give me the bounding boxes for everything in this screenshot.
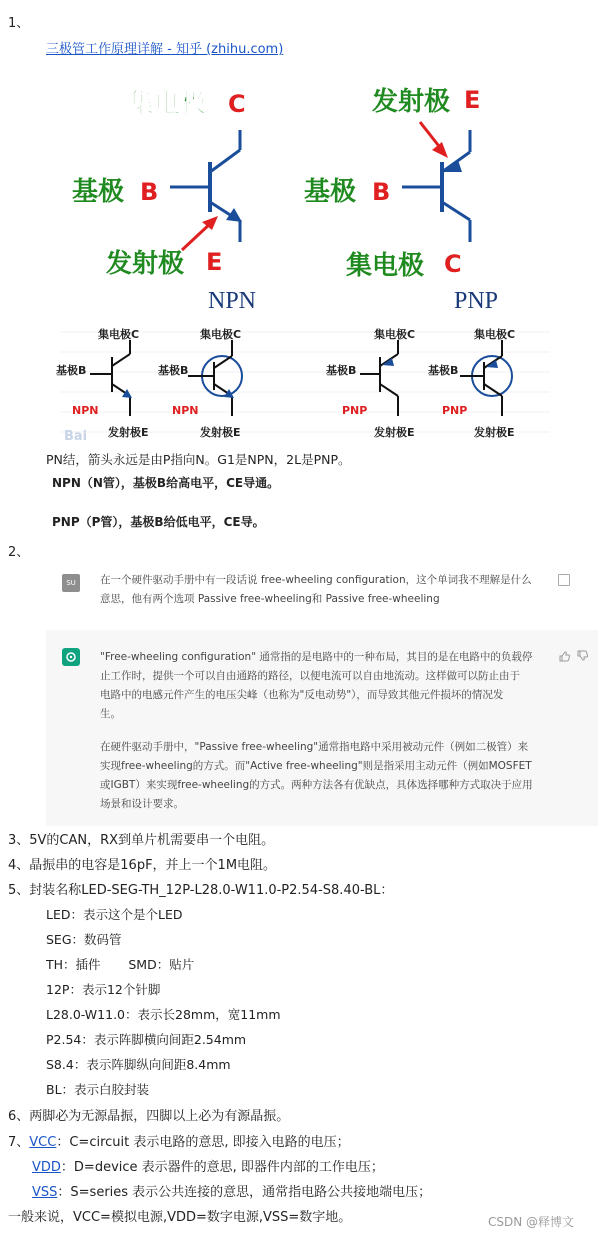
item-7-vss [32,1181,431,1200]
npn-collector-label: 集电极 [128,89,207,119]
answer-p2-line-4: 场景和设计要求。 [100,798,184,810]
sub-item-seg: SEG：数码管 [46,932,122,947]
item-3: 3、5V的CAN，RX到单片机需要串一个电阻。 [8,833,275,848]
npn-e-letter: E [206,248,223,276]
pnp-collector-label: 集电极 [346,251,425,281]
pnp-c-letter: C [444,250,462,278]
baidu-watermark: Bai [64,429,88,444]
small3-collector: 集电极C [374,328,416,341]
answer-p2-line-2: 实现free-wheeling的方式。而"Active free-wheeling"则是指采用主动元件（例如MOSFET [100,760,532,772]
vdd-text: ：D=device 表示器件的意思, 即器件内部的工作电压； [60,1160,384,1175]
small2-base: 基极B [158,364,189,377]
transistor-diagram [50,72,560,444]
pnp-caption: PNP [454,288,499,314]
sub-item-p: P2.54：表示阵脚横向间距2.54mm [46,1032,247,1047]
sub-item-s: S8.4：表示阵脚纵向间距8.4mm [46,1057,231,1072]
item-5: 5、封装名称LED-SEG-TH_12P-L28.0-W11.0-P2.54-S8.40-BL： [8,883,394,898]
assistant-answer [46,630,598,826]
npn-note: NPN（N管），基极B给高电平，CE导通。 [52,476,280,490]
chatgpt-logo-icon [62,648,80,666]
small2-emitter: 发射极E [200,426,241,439]
thumbs-up-icon[interactable] [558,650,570,662]
pnp-base-label: 基极 [304,177,357,207]
section-number-2: 2、 [8,545,30,560]
item-7-vdd [32,1156,384,1175]
sub-item-bl: BL：表示白胶封装 [46,1082,150,1097]
section-number-1: 1、 [8,16,30,31]
item-4: 4、晶振串的电容是16pF，并上一个1M电阻。 [8,858,277,873]
small3-base: 基极B [326,364,357,377]
vss-link[interactable]: VSS [32,1185,58,1200]
npn-b-letter: B [140,178,159,206]
pnp-e-letter: E [464,86,481,114]
answer-p1-line-3: 电路中的电感元件产生的电压尖峰（也称为"反电动势"），而导致其他元件损坏的情况发 [100,689,504,701]
pnp-note: PNP（P管），基极B给低电平，CE导。 [52,515,265,529]
user-question [62,574,582,612]
npn-emitter-label: 发射极 [106,249,185,279]
vss-text: ：S=series 表示公共连接的意思，通常指电路公共接地端电压； [57,1185,432,1200]
pnp-b-letter: B [372,178,391,206]
answer-p2-line-3: 或IGBT）来实现free-wheeling的方式。两种方法各有优缺点，具体选择哪种方式取决于应用 [100,779,533,791]
zhihu-article-link[interactable]: 三极管工作原理详解 - 知乎 (zhihu.com) [46,42,284,57]
small4-emitter: 发射极E [474,426,515,439]
small3-emitter: 发射极E [374,426,415,439]
small2-type: NPN [172,404,199,417]
user-avatar: SU [62,574,80,592]
small1-type: NPN [72,404,99,417]
question-line-1: 在一个硬件驱动手册中有一段话说 free-wheeling configuration，这个单词我不理解是什么 [100,574,532,586]
sub-item-led: LED：表示这个是个LED [46,907,183,922]
pn-junction-note: PN结，箭头永远是由P指向N。G1是NPN，2L是PNP。 [46,452,351,467]
vcc-link[interactable]: VCC [29,1135,57,1150]
item-6: 6、两脚必为无源晶振，四脚以上必为有源晶振。 [8,1109,290,1124]
small4-base: 基极B [428,364,459,377]
answer-p1-line-4: 生。 [100,708,121,720]
small3-type: PNP [342,404,368,417]
small1-base: 基极B [56,364,87,377]
sub-item-lw: L28.0-W11.0：表示长28mm，宽11mm [46,1007,281,1022]
summary-line: 一般来说，VCC=模拟电源,VDD=数字电源,VSS=数字地。 [8,1210,352,1225]
question-line-2: 意思，他有两个选项 Passive free-wheeling和 Passive free-wheeling [100,593,440,605]
npn-c-letter: C [228,90,246,118]
thumbs-down-icon[interactable] [576,650,588,662]
sub-item-12p: 12P：表示12个针脚 [46,982,161,997]
answer-p2-line-1: 在硬件驱动手册中，"Passive free-wheeling"通常指电路中采用被动元件（例如二极管）来 [100,741,529,753]
vcc-text: ：C=circuit 表示电路的意思, 即接入电路的电压； [56,1135,350,1150]
answer-p1-line-2: 止工作时，提供一个可以自由通路的路径，以便电流可以自由地流动。这样做可以防止由于 [100,670,520,682]
small2-collector: 集电极C [200,328,242,341]
csdn-watermark: CSDN @释博文 [488,1215,575,1229]
small4-collector: 集电极C [474,328,516,341]
npn-caption: NPN [208,288,257,314]
sub-item-th: TH：插件 SMD：贴片 [46,957,195,972]
small4-type: PNP [442,404,468,417]
small1-collector: 集电极C [98,328,140,341]
item-7-vcc [8,1131,350,1150]
vdd-link[interactable]: VDD [32,1160,61,1175]
small1-emitter: 发射极E [108,426,149,439]
npn-base-label: 基极 [72,177,125,207]
edit-icon[interactable] [558,574,570,586]
item-7-number: 7、 [8,1135,30,1150]
answer-p1-line-1: "Free-wheeling configuration" 通常指的是电路中的一种布局，其目的是在电路中的负载停 [100,651,533,663]
pnp-emitter-label: 发射极 [372,87,451,117]
